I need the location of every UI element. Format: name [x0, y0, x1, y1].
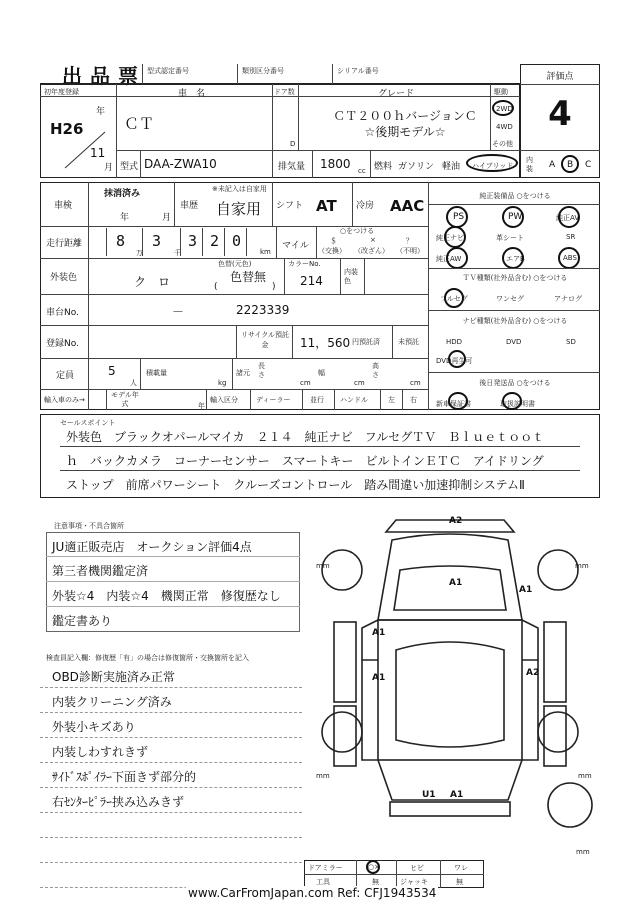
first-reg-year-unit: 年: [96, 107, 106, 117]
model-value: DAA-ZWA10: [144, 157, 217, 171]
dims-length: 長さ: [258, 362, 265, 379]
doors-d: D: [290, 140, 296, 148]
damage-mark-a2-right-rear: A2: [526, 668, 540, 678]
damage-mark-a2-top: A2: [449, 516, 463, 526]
color-change-value: 色替無: [230, 270, 267, 284]
jack-value: 無: [456, 878, 463, 886]
color-paren-close: ): [272, 282, 276, 292]
grade-value: ＣＴ２００ｈバージョンＣ☆後期モデル☆: [333, 109, 477, 139]
dvd-circle: [448, 350, 466, 368]
damage-mark-a1-hood: A1: [449, 578, 463, 588]
navi-hdd: HDD: [446, 338, 463, 346]
drive-2wd: 2WD: [496, 105, 513, 113]
score-label: 評価点: [546, 72, 574, 82]
fuel-selected-circle: [466, 154, 518, 172]
meter-opt-1: ＄: [330, 237, 337, 245]
notes-label: 注意事項・不具合箇所: [54, 522, 124, 530]
import-year-unit: 年: [198, 402, 205, 410]
interior-selected-circle: [561, 155, 579, 173]
meter-opt-label-2: （改ざん）: [354, 247, 389, 255]
equip-aw: 純正AW: [436, 255, 462, 263]
equipment-title: 純正装備品 ○をつける: [479, 192, 551, 200]
equip-ps-circle: [446, 206, 468, 228]
handle-left: 左: [388, 396, 395, 404]
damage-mark-a1-right-front: A1: [519, 585, 533, 595]
mileage-d2: 3: [152, 232, 162, 250]
load-unit: kg: [218, 379, 227, 387]
history-note: ※未記入は自家用: [212, 185, 267, 193]
inspector-line-3: 外装小キズあり: [52, 720, 136, 734]
mileage-d1: 8: [116, 232, 126, 250]
sales-line-1: 外装色 ブラックオパールマイカ ２１４ 純正ナビ フルセグＴＶ Ｂｌｕｅｔｏｏｔ: [66, 430, 545, 444]
mirror-label: ドアミラー: [308, 864, 343, 872]
mileage-d3: 3: [188, 232, 198, 250]
mirror-opt-2: ヒビ: [410, 864, 424, 872]
drive-selected-circle: [492, 100, 514, 116]
equip-leather: 革シート: [496, 234, 524, 242]
color-change-label: 色替(元色): [218, 260, 252, 268]
navi-dvd: DVD: [506, 338, 522, 346]
tools-value: 無: [372, 878, 379, 886]
shift-value: AT: [316, 197, 337, 215]
dims-label: 諸元: [236, 369, 250, 377]
mileage-d4: 2: [210, 232, 220, 250]
fuel-gasoline: ガソリン: [398, 162, 435, 172]
chassis-label: 車台No.: [46, 308, 79, 318]
mm-label-rr: mm: [578, 772, 592, 780]
color-paren-open: (: [214, 282, 218, 292]
import-class-label: 輸入区分: [210, 396, 238, 404]
import-label: 輸入車のみ→: [44, 396, 85, 404]
load-label: 積載量: [146, 369, 167, 377]
navi-title: ナビ種類(社外品含む) ○をつける: [462, 317, 568, 325]
later-title: 後日発送品 ○をつける: [479, 379, 551, 387]
dims-width-unit: cm: [354, 379, 365, 387]
inspector-line-1: OBD診断実施済み正常: [52, 670, 175, 684]
damage-mark-a1-left-door: A1: [372, 628, 386, 638]
chassis-dash: －: [172, 305, 185, 319]
navi-dvd-play: DVD再生可: [436, 357, 473, 365]
mirror-opt-1: ○×: [368, 863, 380, 871]
later-manual-circle: [502, 392, 522, 410]
note-line-3: 外装☆4 内装☆4 機関正常 修復歴なし: [52, 589, 281, 603]
score-value: 4: [548, 94, 572, 134]
mileage-km: km: [260, 248, 271, 256]
drive-label: 駆動: [494, 88, 508, 96]
reg-no-label: 登録No.: [46, 339, 79, 349]
displacement: 1800: [320, 157, 351, 171]
interior-label: 内装: [526, 156, 533, 173]
tv-oneseg: ワンセグ: [496, 295, 524, 303]
meter-circle-note: ○をつける: [340, 227, 375, 235]
meter-opt-2: ×: [370, 236, 376, 244]
later-manual: 取扱説明書: [500, 400, 535, 408]
inspection-month: 月: [162, 213, 172, 223]
drive-4wd: 4WD: [496, 123, 513, 131]
equip-navi: 純正ナビ: [436, 234, 464, 242]
dims-width: 幅: [318, 369, 325, 377]
capacity-value: 5: [108, 364, 116, 378]
model-label: 型式: [120, 162, 139, 172]
equip-aw-circle: [446, 247, 468, 269]
handle-label: ハンドル: [340, 396, 368, 404]
color-no-label: カラーNo.: [288, 260, 321, 268]
equip-av-circle: [558, 206, 580, 228]
equip-ps: PS: [453, 212, 465, 222]
equip-abs: ABS: [563, 254, 577, 262]
meter-opt-label-1: （交換）: [318, 247, 346, 255]
dims-length-unit: cm: [300, 379, 311, 387]
tv-fullseg-circle: [444, 288, 464, 308]
mileage-d5: 0: [232, 232, 242, 250]
fuel-hybrid: ハイブリッド: [472, 162, 514, 170]
handle-right: 右: [410, 396, 417, 404]
meter-opt-3: ？: [406, 237, 413, 245]
fuel-diesel: 軽油: [442, 162, 461, 172]
equip-airbag: エアB: [506, 255, 525, 263]
spare-tire: [545, 780, 595, 830]
model-year-label: モデル年式: [111, 391, 139, 408]
mile-label: マイル: [282, 241, 309, 251]
footer-watermark: www.CarFromJapan.com Ref: CFJ1943534: [188, 886, 437, 900]
mirror-opt-3: ワレ: [454, 864, 468, 872]
first-reg-month: 11: [90, 146, 106, 160]
import-parallel: 並行: [310, 396, 324, 404]
interior-b: B: [567, 160, 574, 170]
later-warranty-circle: [448, 392, 468, 410]
capacity-unit: 人: [130, 379, 137, 387]
import-dealer: ディーラー: [256, 396, 291, 404]
category-label: 類別区分番号: [242, 67, 284, 75]
note-line-1: JU適正販売店 オークション評価4点: [52, 540, 252, 554]
recycle-label: リサイクル預託金: [240, 331, 290, 349]
page-title: 出品票: [62, 64, 146, 88]
equip-pw: PW: [508, 212, 523, 222]
inspection-label: 車検: [54, 201, 73, 211]
mm-label-fr: mm: [575, 562, 589, 570]
equip-sr: SR: [566, 233, 576, 241]
note-line-4: 鑑定書あり: [52, 614, 113, 628]
vehicle-name: ＣＴ: [124, 115, 155, 133]
ac-value: AAC: [390, 197, 425, 215]
recycle-not: 未預託: [398, 338, 419, 346]
inspector-line-6: 右ｾﾝﾀｰﾋﾟﾗｰ挟み込みきず: [52, 795, 185, 809]
first-reg-label: 初年度登録: [44, 88, 79, 96]
serial-label: シリアル番号: [337, 67, 379, 75]
jack-label: ジャッキ: [400, 878, 428, 886]
inspector-line-5: ｻｲﾄﾞｽﾎﾟｲﾗｰ下面きず部分的: [52, 770, 197, 784]
first-reg-month-unit: 月: [104, 163, 114, 173]
mileage-sen: 千: [174, 249, 181, 257]
equip-abs-circle: [558, 247, 580, 269]
dims-height-unit: cm: [410, 379, 421, 387]
sales-line-3: ストップ 前席パワーシート クルーズコントロール 踏み間違い加速抑制システムⅡ: [66, 478, 525, 492]
recycle-deposited: 円預託済: [352, 338, 380, 346]
damage-mark-u1-rear: U1: [422, 790, 436, 800]
fuel-label: 燃料: [374, 162, 393, 172]
mm-label-spare: mm: [576, 848, 590, 856]
first-reg-era: H26: [50, 120, 84, 138]
color-label: 外装色: [50, 273, 78, 283]
equip-pw-circle: [502, 206, 524, 228]
cc-unit: cc: [358, 167, 366, 175]
equip-navi-circle: [444, 226, 466, 248]
shift-label: シフト: [276, 201, 304, 211]
name-label: 車 名: [178, 89, 206, 99]
later-warranty: 新車保証書: [436, 400, 471, 408]
inspector-line-2: 内装クリーニング済み: [52, 695, 172, 709]
sales-line-2: ｈ バックカメラ コーナーセンサー スマートキー ビルトインＥＴＣ アイドリング: [66, 454, 544, 468]
history-label: 車歴: [180, 201, 199, 211]
model-cert-label: 型式認定番号: [147, 67, 189, 75]
color-value: ク ロ: [134, 275, 171, 289]
int-color-label: 内装色: [344, 268, 358, 285]
grade-label: グレード: [378, 89, 415, 99]
color-no: 214: [300, 274, 323, 288]
tv-fullseg: フルセグ: [440, 295, 468, 303]
drive-other: その他: [492, 140, 513, 148]
sales-points-label: セールスポイント: [60, 419, 116, 427]
mm-label-rl: mm: [316, 772, 330, 780]
inspection-value: 抹消済み: [104, 189, 141, 199]
capacity-label: 定員: [56, 371, 75, 381]
meter-opt-label-3: （不明）: [396, 247, 424, 255]
chassis-no: 2223339: [236, 303, 290, 317]
tv-analog: アナログ: [554, 295, 582, 303]
tv-title: ＴＶ種類(社外品含む) ○をつける: [462, 274, 568, 282]
interior-c: C: [585, 160, 592, 170]
doors-label: ドア数: [274, 88, 295, 96]
dims-height: 高さ: [372, 362, 379, 379]
note-line-2: 第三者機関鑑定済: [52, 564, 149, 578]
inspector-label: 検査員記入欄：修復歴「有」の場合は修復箇所・交換箇所を記入: [46, 654, 249, 662]
mileage-man: 万: [136, 249, 143, 257]
ac-label: 冷房: [356, 201, 375, 211]
interior-a: A: [549, 160, 556, 170]
disp-label: 排気量: [278, 162, 306, 172]
mirror-circle: [366, 860, 380, 874]
mm-label-fl: mm: [316, 562, 330, 570]
damage-mark-a1-left-rear: A1: [372, 673, 386, 683]
tools-label: 工具: [316, 878, 330, 886]
recycle-amount: 11，560: [300, 336, 351, 350]
navi-sd: SD: [566, 338, 576, 346]
inspection-year: 年: [120, 213, 130, 223]
inspector-line-4: 内装しわすれきず: [52, 745, 149, 759]
damage-mark-a1-rear: A1: [450, 790, 464, 800]
equip-av: 純正AV: [556, 214, 580, 222]
history-value: 自家用: [216, 200, 262, 218]
mileage-label: 走行距離: [46, 239, 83, 249]
equip-airbag-circle: [502, 247, 524, 269]
